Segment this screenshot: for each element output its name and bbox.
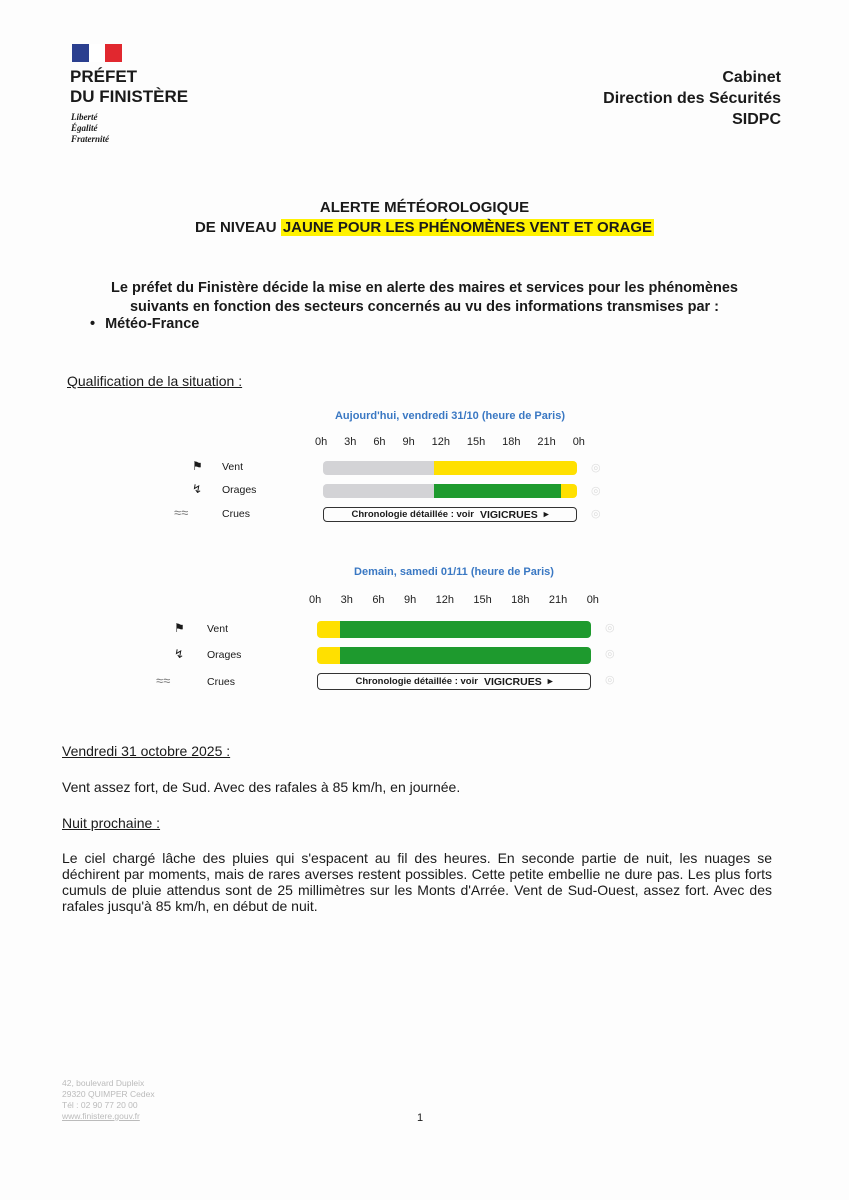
hide-eye-icon[interactable]: ◎ (591, 462, 601, 474)
hour-tick: 0h (309, 594, 322, 606)
hour-tick: 15h (473, 594, 492, 606)
hour-tick: 3h (344, 436, 357, 448)
hide-eye-icon[interactable]: ◎ (591, 508, 601, 520)
day-heading: Vendredi 31 octobre 2025 : (62, 743, 231, 759)
vigilance-segment-green (340, 621, 591, 638)
vigilance-bar-orages (317, 647, 591, 664)
night-text: Le ciel chargé lâche des pluies qui s'espacent au fil des heures. En seconde partie de nuit, les nuages se déchirent par moments, mais de rares averses restent possibles. Cette petite embellie ne dure pas. Les plus forts cumuls de pluie attendus sont de 25 millimètres sur les Monts d'Arrée. Vent de Sud-Ouest, assez fort. Avec des rafales jusqu'à 85 km/h, en début de nuit. (62, 850, 772, 914)
row-label: Orages (207, 649, 242, 661)
hour-tick: 0h (315, 436, 328, 448)
motto-line: Liberté (71, 112, 98, 122)
timeline-title: Aujourd'hui, vendredi 31/10 (heure de Paris) (334, 410, 565, 422)
timeline-title: Demain, samedi 01/11 (heure de Paris) (354, 566, 554, 578)
hour-tick: 12h (435, 594, 454, 606)
intro-line: suivants en fonction des secteurs concernés au vu des informations transmises par : (129, 299, 720, 315)
hour-tick: 21h (537, 436, 556, 448)
intro-line: Le préfet du Finistère décide la mise en alerte des maires et services pour les phénomènes (111, 280, 738, 296)
qualification-heading: Qualification de la situation : (67, 373, 243, 389)
hide-eye-icon[interactable]: ◎ (605, 674, 615, 686)
service-line: Cabinet (722, 69, 781, 86)
day-text: Vent assez fort, de Sud. Avec des rafales à 85 km/h, en journée. (62, 779, 461, 795)
logo-line-2: DU FINISTÈRE (70, 87, 189, 106)
alert-title-prefix: DE NIVEAU (194, 219, 277, 236)
lightning-icon: ↯ (174, 647, 185, 661)
service-line: SIDPC (732, 111, 781, 128)
vigilance-segment-yellow (561, 484, 577, 498)
row-label: Vent (222, 461, 244, 473)
crues-text: Chronologie détaillée : voir (351, 509, 474, 520)
page-number: 1 (417, 1112, 424, 1124)
hour-tick: 21h (548, 594, 568, 606)
hour-tick: 15h (466, 436, 486, 448)
vigilance-segment-green (340, 647, 591, 664)
vigicrues-logo-text: VIGICRUES (479, 508, 538, 521)
alert-title-line1: ALERTE MÉTÉOROLOGIQUE (319, 199, 530, 216)
hour-tick: 18h (511, 594, 530, 606)
vigicrues-link-button[interactable] (317, 673, 591, 690)
hide-eye-icon[interactable]: ◎ (605, 648, 615, 660)
waves-icon: ≈≈ (174, 505, 189, 520)
footer-address (62, 1078, 155, 1122)
address-line: 29320 QUIMPER Cedex (62, 1089, 155, 1099)
hour-axis (315, 436, 585, 448)
vigilance-segment-green (434, 484, 561, 498)
hour-tick: 3h (340, 594, 353, 606)
hide-eye-icon[interactable]: ◎ (591, 485, 601, 497)
vigilance-segment-yellow (317, 647, 340, 664)
lightning-icon: ↯ (192, 482, 203, 496)
source-name: Météo-France (105, 316, 200, 332)
crues-text: Chronologie détaillée : voir (355, 676, 478, 687)
logo-line-1: PRÉFET (70, 67, 138, 86)
hour-tick: 12h (431, 436, 450, 448)
vigicrues-link-button[interactable] (323, 507, 577, 522)
vigilance-bar-vent (323, 461, 577, 475)
hour-axis (309, 594, 599, 606)
marianne-flag-logo (72, 44, 122, 62)
alert-title-line2 (0, 219, 849, 236)
vigilance-bar-orages (323, 484, 577, 498)
hour-tick: 6h (373, 436, 386, 448)
vigilance-segment-grey (323, 461, 434, 475)
row-label: Orages (222, 484, 257, 496)
row-label: Crues (222, 508, 251, 520)
hour-tick: 9h (403, 594, 417, 606)
vigilance-segment-yellow (434, 461, 577, 475)
arrow-right-icon: ▸ (543, 509, 549, 520)
source-bullet: • Météo-France (90, 316, 200, 332)
waves-icon: ≈≈ (156, 673, 171, 688)
windsock-icon: ⚑ (192, 459, 203, 473)
hour-tick: 0h (572, 436, 585, 448)
website-link[interactable]: www.finistere.gouv.fr (62, 1111, 140, 1121)
vigicrues-logo-text: VIGICRUES (483, 675, 542, 688)
prefecture-name (70, 67, 188, 107)
alert-level-highlight: JAUNE POUR LES PHÉNOMÈNES VENT ET ORAGE (282, 219, 653, 236)
row-label: Vent (207, 623, 229, 635)
hour-tick: 6h (372, 594, 385, 606)
vigilance-segment-yellow (317, 621, 340, 638)
vigilance-bar-vent (317, 621, 591, 638)
intro-paragraph (0, 279, 849, 317)
hide-eye-icon[interactable]: ◎ (605, 622, 615, 634)
row-label: Crues (207, 676, 236, 688)
service-header (603, 67, 781, 130)
motto (71, 112, 109, 145)
windsock-icon: ⚑ (174, 621, 185, 635)
vigilance-segment-grey (323, 484, 434, 498)
motto-line: Égalité (71, 123, 98, 133)
motto-line: Fraternité (71, 134, 110, 144)
night-heading: Nuit prochaine : (62, 815, 161, 831)
hour-tick: 9h (402, 436, 415, 448)
address-line: 42, boulevard Dupleix (62, 1078, 145, 1088)
phone: Tél : 02 90 77 20 00 (62, 1100, 138, 1110)
arrow-right-icon: ▸ (547, 676, 553, 687)
hour-tick: 0h (586, 594, 599, 606)
hour-tick: 18h (502, 436, 521, 448)
service-line: Direction des Sécurités (603, 90, 781, 107)
